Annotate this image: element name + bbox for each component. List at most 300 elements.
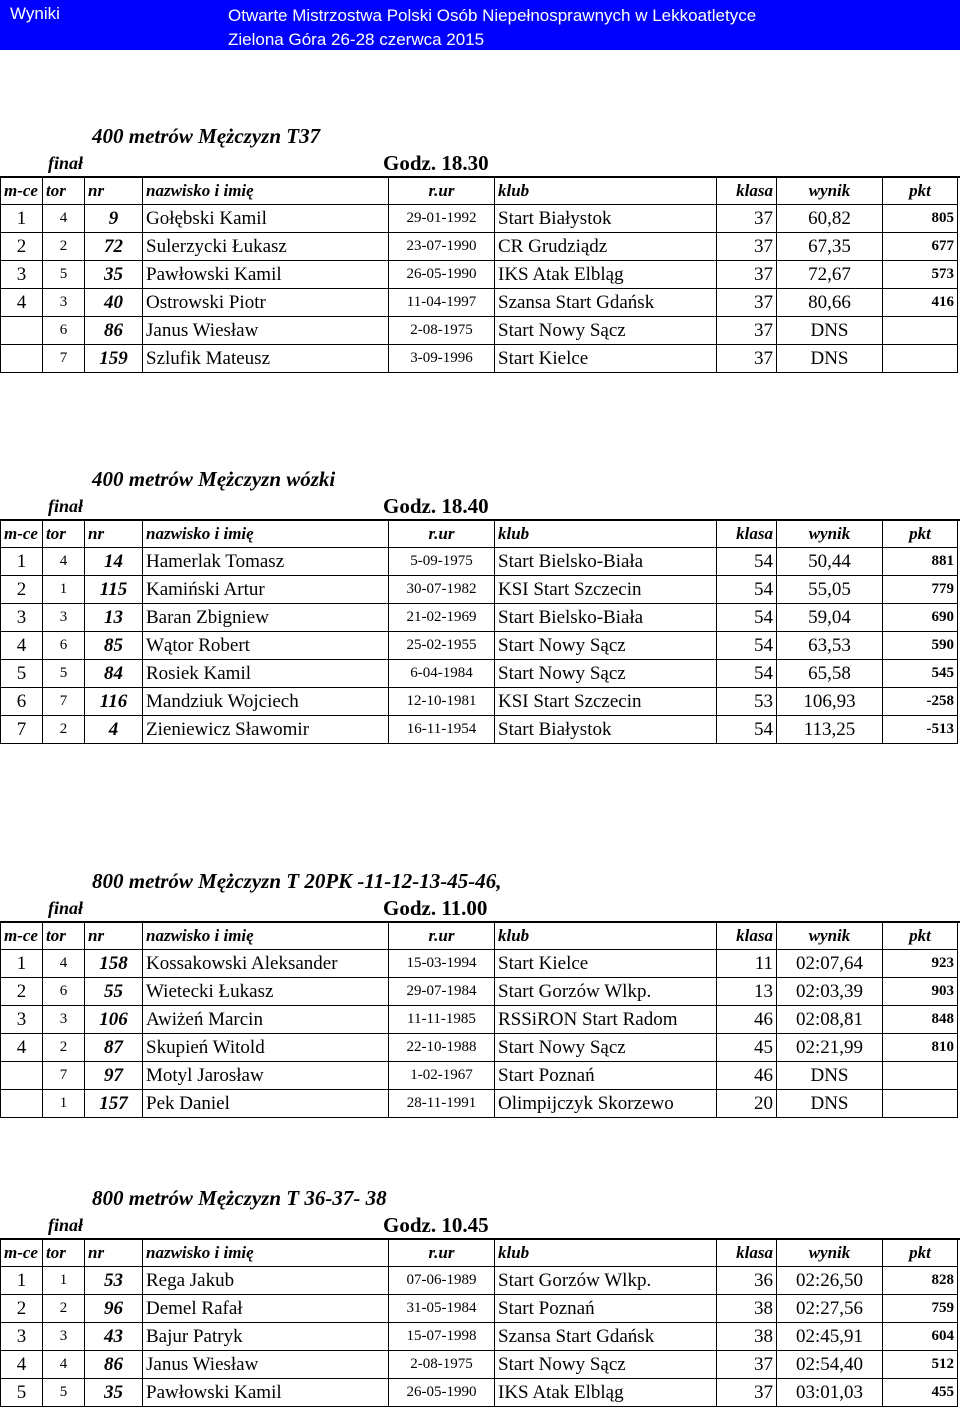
table-row [1, 289, 958, 317]
table-row [1, 1351, 958, 1379]
place-cell: 4 [1, 1351, 43, 1379]
bib-cell: 40 [85, 289, 143, 317]
result-cell: 63,53 [777, 632, 883, 660]
start-time: Godz. 18.30 [383, 151, 489, 175]
lane-cell: 4 [43, 950, 85, 978]
birthdate-cell: 26-05-1990 [389, 261, 495, 289]
birthdate-cell: 22-10-1988 [389, 1034, 495, 1062]
birthdate-cell: 16-11-1954 [389, 716, 495, 744]
column-header: tor [43, 923, 85, 950]
name-cell: Kossakowski Aleksander [143, 950, 389, 978]
result-cell: 106,93 [777, 688, 883, 716]
section-title: 800 metrów Mężczyzn T 20PK -11-12-13-45-46, [92, 869, 502, 893]
points-cell: 903 [883, 978, 958, 1006]
column-header: klasa [717, 521, 777, 548]
class-cell: 46 [717, 1006, 777, 1034]
lane-cell: 7 [43, 1062, 85, 1090]
class-cell: 38 [717, 1323, 777, 1351]
place-cell: 3 [1, 1323, 43, 1351]
lane-cell: 1 [43, 1090, 85, 1118]
birthdate-cell: 30-07-1982 [389, 576, 495, 604]
name-cell: Ostrowski Piotr [143, 289, 389, 317]
club-cell: Start Poznań [495, 1062, 717, 1090]
column-header: nr [85, 178, 143, 205]
club-cell: Start Kielce [495, 950, 717, 978]
name-cell: Demel Rafał [143, 1295, 389, 1323]
club-cell: Start Nowy Sącz [495, 1351, 717, 1379]
bib-cell: 106 [85, 1006, 143, 1034]
class-cell: 37 [717, 289, 777, 317]
place-cell: 4 [1, 289, 43, 317]
club-cell: Start Gorzów Wlkp. [495, 978, 717, 1006]
club-cell: Start Nowy Sącz [495, 317, 717, 345]
bib-cell: 158 [85, 950, 143, 978]
place-cell: 3 [1, 261, 43, 289]
bib-cell: 9 [85, 205, 143, 233]
name-cell: Pek Daniel [143, 1090, 389, 1118]
class-cell: 54 [717, 576, 777, 604]
name-cell: Pawłowski Kamil [143, 1379, 389, 1407]
lane-cell: 2 [43, 233, 85, 261]
birthdate-cell: 1-02-1967 [389, 1062, 495, 1090]
birthdate-cell: 31-05-1984 [389, 1295, 495, 1323]
table-row [1, 660, 958, 688]
points-cell: 810 [883, 1034, 958, 1062]
column-header: nr [85, 521, 143, 548]
lane-cell: 5 [43, 261, 85, 289]
bib-cell: 35 [85, 261, 143, 289]
club-cell: Start Gorzów Wlkp. [495, 1267, 717, 1295]
table-row [1, 1267, 958, 1295]
club-cell: KSI Start Szczecin [495, 688, 717, 716]
column-header: r.ur [389, 1240, 495, 1267]
bib-cell: 157 [85, 1090, 143, 1118]
place-cell [1, 345, 43, 373]
points-cell: 604 [883, 1323, 958, 1351]
result-cell: 67,35 [777, 233, 883, 261]
section-title: 800 metrów Mężczyzn T 36-37- 38 [92, 1186, 387, 1210]
column-header: pkt [883, 178, 958, 205]
table-row [1, 345, 958, 373]
class-cell: 36 [717, 1267, 777, 1295]
lane-cell: 2 [43, 1034, 85, 1062]
points-cell [883, 1090, 958, 1118]
class-cell: 46 [717, 1062, 777, 1090]
points-cell: 759 [883, 1295, 958, 1323]
points-cell: 828 [883, 1267, 958, 1295]
birthdate-cell: 15-07-1998 [389, 1323, 495, 1351]
result-cell: 65,58 [777, 660, 883, 688]
birthdate-cell: 28-11-1991 [389, 1090, 495, 1118]
club-cell: Start Poznań [495, 1295, 717, 1323]
lane-cell: 6 [43, 632, 85, 660]
place-cell: 2 [1, 1295, 43, 1323]
place-cell: 2 [1, 978, 43, 1006]
place-cell: 4 [1, 1034, 43, 1062]
table-header [1, 1240, 958, 1267]
table-header [1, 923, 958, 950]
lane-cell: 7 [43, 688, 85, 716]
club-cell: Start Nowy Sącz [495, 632, 717, 660]
lane-cell: 7 [43, 345, 85, 373]
class-cell: 38 [717, 1295, 777, 1323]
bib-cell: 115 [85, 576, 143, 604]
points-cell: 590 [883, 632, 958, 660]
column-header: tor [43, 521, 85, 548]
place-cell: 5 [1, 660, 43, 688]
points-cell: 848 [883, 1006, 958, 1034]
column-header: klub [495, 521, 717, 548]
points-cell: 455 [883, 1379, 958, 1407]
points-cell: -258 [883, 688, 958, 716]
lane-cell: 5 [43, 660, 85, 688]
table-header [1, 521, 958, 548]
result-cell: 60,82 [777, 205, 883, 233]
class-cell: 37 [717, 205, 777, 233]
place-cell: 2 [1, 233, 43, 261]
birthdate-cell: 29-01-1992 [389, 205, 495, 233]
result-cell: 72,67 [777, 261, 883, 289]
bib-cell: 116 [85, 688, 143, 716]
table-row [1, 205, 958, 233]
name-cell: Wietecki Łukasz [143, 978, 389, 1006]
place-cell [1, 317, 43, 345]
place-cell: 4 [1, 632, 43, 660]
result-cell: 02:08,81 [777, 1006, 883, 1034]
class-cell: 54 [717, 604, 777, 632]
lane-cell: 3 [43, 604, 85, 632]
name-cell: Rega Jakub [143, 1267, 389, 1295]
column-header: klasa [717, 923, 777, 950]
column-header: pkt [883, 521, 958, 548]
table-row [1, 261, 958, 289]
class-cell: 54 [717, 660, 777, 688]
name-cell: Pawłowski Kamil [143, 261, 389, 289]
bib-cell: 53 [85, 1267, 143, 1295]
table-row [1, 1323, 958, 1351]
birthdate-cell: 5-09-1975 [389, 548, 495, 576]
result-cell: 02:07,64 [777, 950, 883, 978]
event-title [228, 4, 756, 52]
bib-cell: 84 [85, 660, 143, 688]
result-cell: 02:27,56 [777, 1295, 883, 1323]
name-cell: Janus Wiesław [143, 317, 389, 345]
club-cell: Start Bielsko-Biała [495, 548, 717, 576]
table-row [1, 688, 958, 716]
column-header: klasa [717, 1240, 777, 1267]
birthdate-cell: 26-05-1990 [389, 1379, 495, 1407]
bib-cell: 55 [85, 978, 143, 1006]
club-cell: Start Nowy Sącz [495, 1034, 717, 1062]
class-cell: 37 [717, 261, 777, 289]
place-cell: 3 [1, 604, 43, 632]
bib-cell: 87 [85, 1034, 143, 1062]
result-cell: DNS [777, 1090, 883, 1118]
club-cell: IKS Atak Elbląg [495, 1379, 717, 1407]
column-header: m-ce [1, 521, 43, 548]
lane-cell: 6 [43, 317, 85, 345]
birthdate-cell: 11-11-1985 [389, 1006, 495, 1034]
results-table [0, 177, 958, 373]
column-header: klub [495, 923, 717, 950]
club-cell: IKS Atak Elbląg [495, 261, 717, 289]
lane-cell: 1 [43, 1267, 85, 1295]
result-cell: 02:45,91 [777, 1323, 883, 1351]
place-cell [1, 1090, 43, 1118]
result-cell: 50,44 [777, 548, 883, 576]
points-cell [883, 1062, 958, 1090]
header-label: Wyniki [10, 4, 60, 23]
name-cell: Baran Zbigniew [143, 604, 389, 632]
bib-cell: 159 [85, 345, 143, 373]
result-cell: 113,25 [777, 716, 883, 744]
section-title: 400 metrów Mężczyzn wózki [92, 467, 336, 491]
bib-cell: 86 [85, 317, 143, 345]
points-cell: 545 [883, 660, 958, 688]
result-cell: 02:03,39 [777, 978, 883, 1006]
club-cell: Szansa Start Gdańsk [495, 289, 717, 317]
result-cell: 59,04 [777, 604, 883, 632]
place-cell: 5 [1, 1379, 43, 1407]
column-header: nazwisko i imię [143, 923, 389, 950]
club-cell: Start Białystok [495, 205, 717, 233]
place-cell [1, 1062, 43, 1090]
points-cell [883, 345, 958, 373]
birthdate-cell: 2-08-1975 [389, 1351, 495, 1379]
name-cell: Skupień Witold [143, 1034, 389, 1062]
place-cell: 6 [1, 688, 43, 716]
club-cell: CR Grudziądz [495, 233, 717, 261]
column-header: r.ur [389, 923, 495, 950]
table-row [1, 233, 958, 261]
lane-cell: 3 [43, 1323, 85, 1351]
event-title-line2: Zielona Góra 26-28 czerwca 2015 [228, 30, 485, 49]
table-row [1, 1062, 958, 1090]
name-cell: Gołębski Kamil [143, 205, 389, 233]
start-time: Godz. 11.00 [383, 896, 488, 920]
result-cell: 02:26,50 [777, 1267, 883, 1295]
lane-cell: 4 [43, 548, 85, 576]
class-cell: 37 [717, 1351, 777, 1379]
bib-cell: 72 [85, 233, 143, 261]
round-label: finał [48, 153, 84, 173]
points-cell: 416 [883, 289, 958, 317]
lane-cell: 6 [43, 978, 85, 1006]
birthdate-cell: 11-04-1997 [389, 289, 495, 317]
birthdate-cell: 25-02-1955 [389, 632, 495, 660]
name-cell: Wątor Robert [143, 632, 389, 660]
name-cell: Zieniewicz Sławomir [143, 716, 389, 744]
birthdate-cell: 12-10-1981 [389, 688, 495, 716]
lane-cell: 5 [43, 1379, 85, 1407]
bib-cell: 97 [85, 1062, 143, 1090]
class-cell: 54 [717, 548, 777, 576]
bib-cell: 14 [85, 548, 143, 576]
lane-cell: 3 [43, 1006, 85, 1034]
bib-cell: 13 [85, 604, 143, 632]
bib-cell: 86 [85, 1351, 143, 1379]
column-header: klasa [717, 178, 777, 205]
results-table [0, 520, 958, 744]
club-cell: Start Białystok [495, 716, 717, 744]
points-cell: 805 [883, 205, 958, 233]
name-cell: Sulerzycki Łukasz [143, 233, 389, 261]
birthdate-cell: 15-03-1994 [389, 950, 495, 978]
place-cell: 1 [1, 1267, 43, 1295]
name-cell: Bajur Patryk [143, 1323, 389, 1351]
name-cell: Motyl Jarosław [143, 1062, 389, 1090]
round-label: finał [48, 898, 84, 918]
column-header: r.ur [389, 178, 495, 205]
column-header: r.ur [389, 521, 495, 548]
table-row [1, 1034, 958, 1062]
round-label: finał [48, 1215, 84, 1235]
column-header: wynik [777, 1240, 883, 1267]
lane-cell: 2 [43, 1295, 85, 1323]
birthdate-cell: 6-04-1984 [389, 660, 495, 688]
result-cell: DNS [777, 345, 883, 373]
place-cell: 1 [1, 950, 43, 978]
column-header: pkt [883, 1240, 958, 1267]
column-header: nr [85, 923, 143, 950]
column-header: wynik [777, 923, 883, 950]
class-cell: 54 [717, 632, 777, 660]
result-cell: 02:54,40 [777, 1351, 883, 1379]
name-cell: Janus Wiesław [143, 1351, 389, 1379]
class-cell: 37 [717, 345, 777, 373]
points-cell: 573 [883, 261, 958, 289]
table-row [1, 632, 958, 660]
points-cell: -513 [883, 716, 958, 744]
result-cell: 55,05 [777, 576, 883, 604]
birthdate-cell: 2-08-1975 [389, 317, 495, 345]
page-header [0, 0, 960, 50]
results-table [0, 922, 958, 1118]
class-cell: 13 [717, 978, 777, 1006]
birthdate-cell: 3-09-1996 [389, 345, 495, 373]
place-cell: 1 [1, 548, 43, 576]
club-cell: Start Nowy Sącz [495, 660, 717, 688]
bib-cell: 4 [85, 716, 143, 744]
lane-cell: 3 [43, 289, 85, 317]
club-cell: Start Bielsko-Biała [495, 604, 717, 632]
event-title-line1: Otwarte Mistrzostwa Polski Osób Niepełnosprawnych w Lekkoatletyce [228, 6, 757, 25]
column-header: wynik [777, 178, 883, 205]
table-row [1, 1090, 958, 1118]
results-table [0, 1239, 958, 1407]
class-cell: 53 [717, 688, 777, 716]
table-row [1, 1295, 958, 1323]
place-cell: 2 [1, 576, 43, 604]
column-header: m-ce [1, 1240, 43, 1267]
column-header: nazwisko i imię [143, 521, 389, 548]
column-header: nr [85, 1240, 143, 1267]
column-header: tor [43, 1240, 85, 1267]
column-header: nazwisko i imię [143, 1240, 389, 1267]
table-row [1, 576, 958, 604]
table-row [1, 978, 958, 1006]
class-cell: 37 [717, 233, 777, 261]
club-cell: RSSiRON Start Radom [495, 1006, 717, 1034]
birthdate-cell: 07-06-1989 [389, 1267, 495, 1295]
round-label: finał [48, 496, 84, 516]
column-header: tor [43, 178, 85, 205]
club-cell: Szansa Start Gdańsk [495, 1323, 717, 1351]
table-row [1, 716, 958, 744]
place-cell: 7 [1, 716, 43, 744]
place-cell: 1 [1, 205, 43, 233]
column-header: wynik [777, 521, 883, 548]
bib-cell: 35 [85, 1379, 143, 1407]
bib-cell: 43 [85, 1323, 143, 1351]
points-cell: 677 [883, 233, 958, 261]
table-row [1, 1379, 958, 1407]
class-cell: 45 [717, 1034, 777, 1062]
points-cell: 779 [883, 576, 958, 604]
name-cell: Rosiek Kamil [143, 660, 389, 688]
bib-cell: 85 [85, 632, 143, 660]
result-cell: DNS [777, 317, 883, 345]
column-header: pkt [883, 923, 958, 950]
table-row [1, 1006, 958, 1034]
club-cell: Olimpijczyk Skorzewo [495, 1090, 717, 1118]
birthdate-cell: 23-07-1990 [389, 233, 495, 261]
name-cell: Hamerlak Tomasz [143, 548, 389, 576]
class-cell: 37 [717, 1379, 777, 1407]
name-cell: Awiżeń Marcin [143, 1006, 389, 1034]
birthdate-cell: 21-02-1969 [389, 604, 495, 632]
club-cell: Start Kielce [495, 345, 717, 373]
table-row [1, 317, 958, 345]
section-title: 400 metrów Mężczyzn T37 [92, 124, 321, 148]
lane-cell: 1 [43, 576, 85, 604]
lane-cell: 4 [43, 205, 85, 233]
table-row [1, 604, 958, 632]
start-time: Godz. 18.40 [383, 494, 489, 518]
result-cell: 03:01,03 [777, 1379, 883, 1407]
class-cell: 11 [717, 950, 777, 978]
column-header: m-ce [1, 178, 43, 205]
club-cell: KSI Start Szczecin [495, 576, 717, 604]
column-header: nazwisko i imię [143, 178, 389, 205]
bib-cell: 96 [85, 1295, 143, 1323]
result-cell: 80,66 [777, 289, 883, 317]
column-header: klub [495, 178, 717, 205]
start-time: Godz. 10.45 [383, 1213, 489, 1237]
points-cell: 923 [883, 950, 958, 978]
lane-cell: 2 [43, 716, 85, 744]
table-header [1, 178, 958, 205]
class-cell: 37 [717, 317, 777, 345]
place-cell: 3 [1, 1006, 43, 1034]
lane-cell: 4 [43, 1351, 85, 1379]
column-header: m-ce [1, 923, 43, 950]
column-header: klub [495, 1240, 717, 1267]
points-cell: 881 [883, 548, 958, 576]
result-cell: DNS [777, 1062, 883, 1090]
points-cell: 690 [883, 604, 958, 632]
class-cell: 20 [717, 1090, 777, 1118]
name-cell: Kamiński Artur [143, 576, 389, 604]
name-cell: Mandziuk Wojciech [143, 688, 389, 716]
points-cell [883, 317, 958, 345]
result-cell: 02:21,99 [777, 1034, 883, 1062]
table-row [1, 950, 958, 978]
class-cell: 54 [717, 716, 777, 744]
name-cell: Szlufik Mateusz [143, 345, 389, 373]
points-cell: 512 [883, 1351, 958, 1379]
table-row [1, 548, 958, 576]
